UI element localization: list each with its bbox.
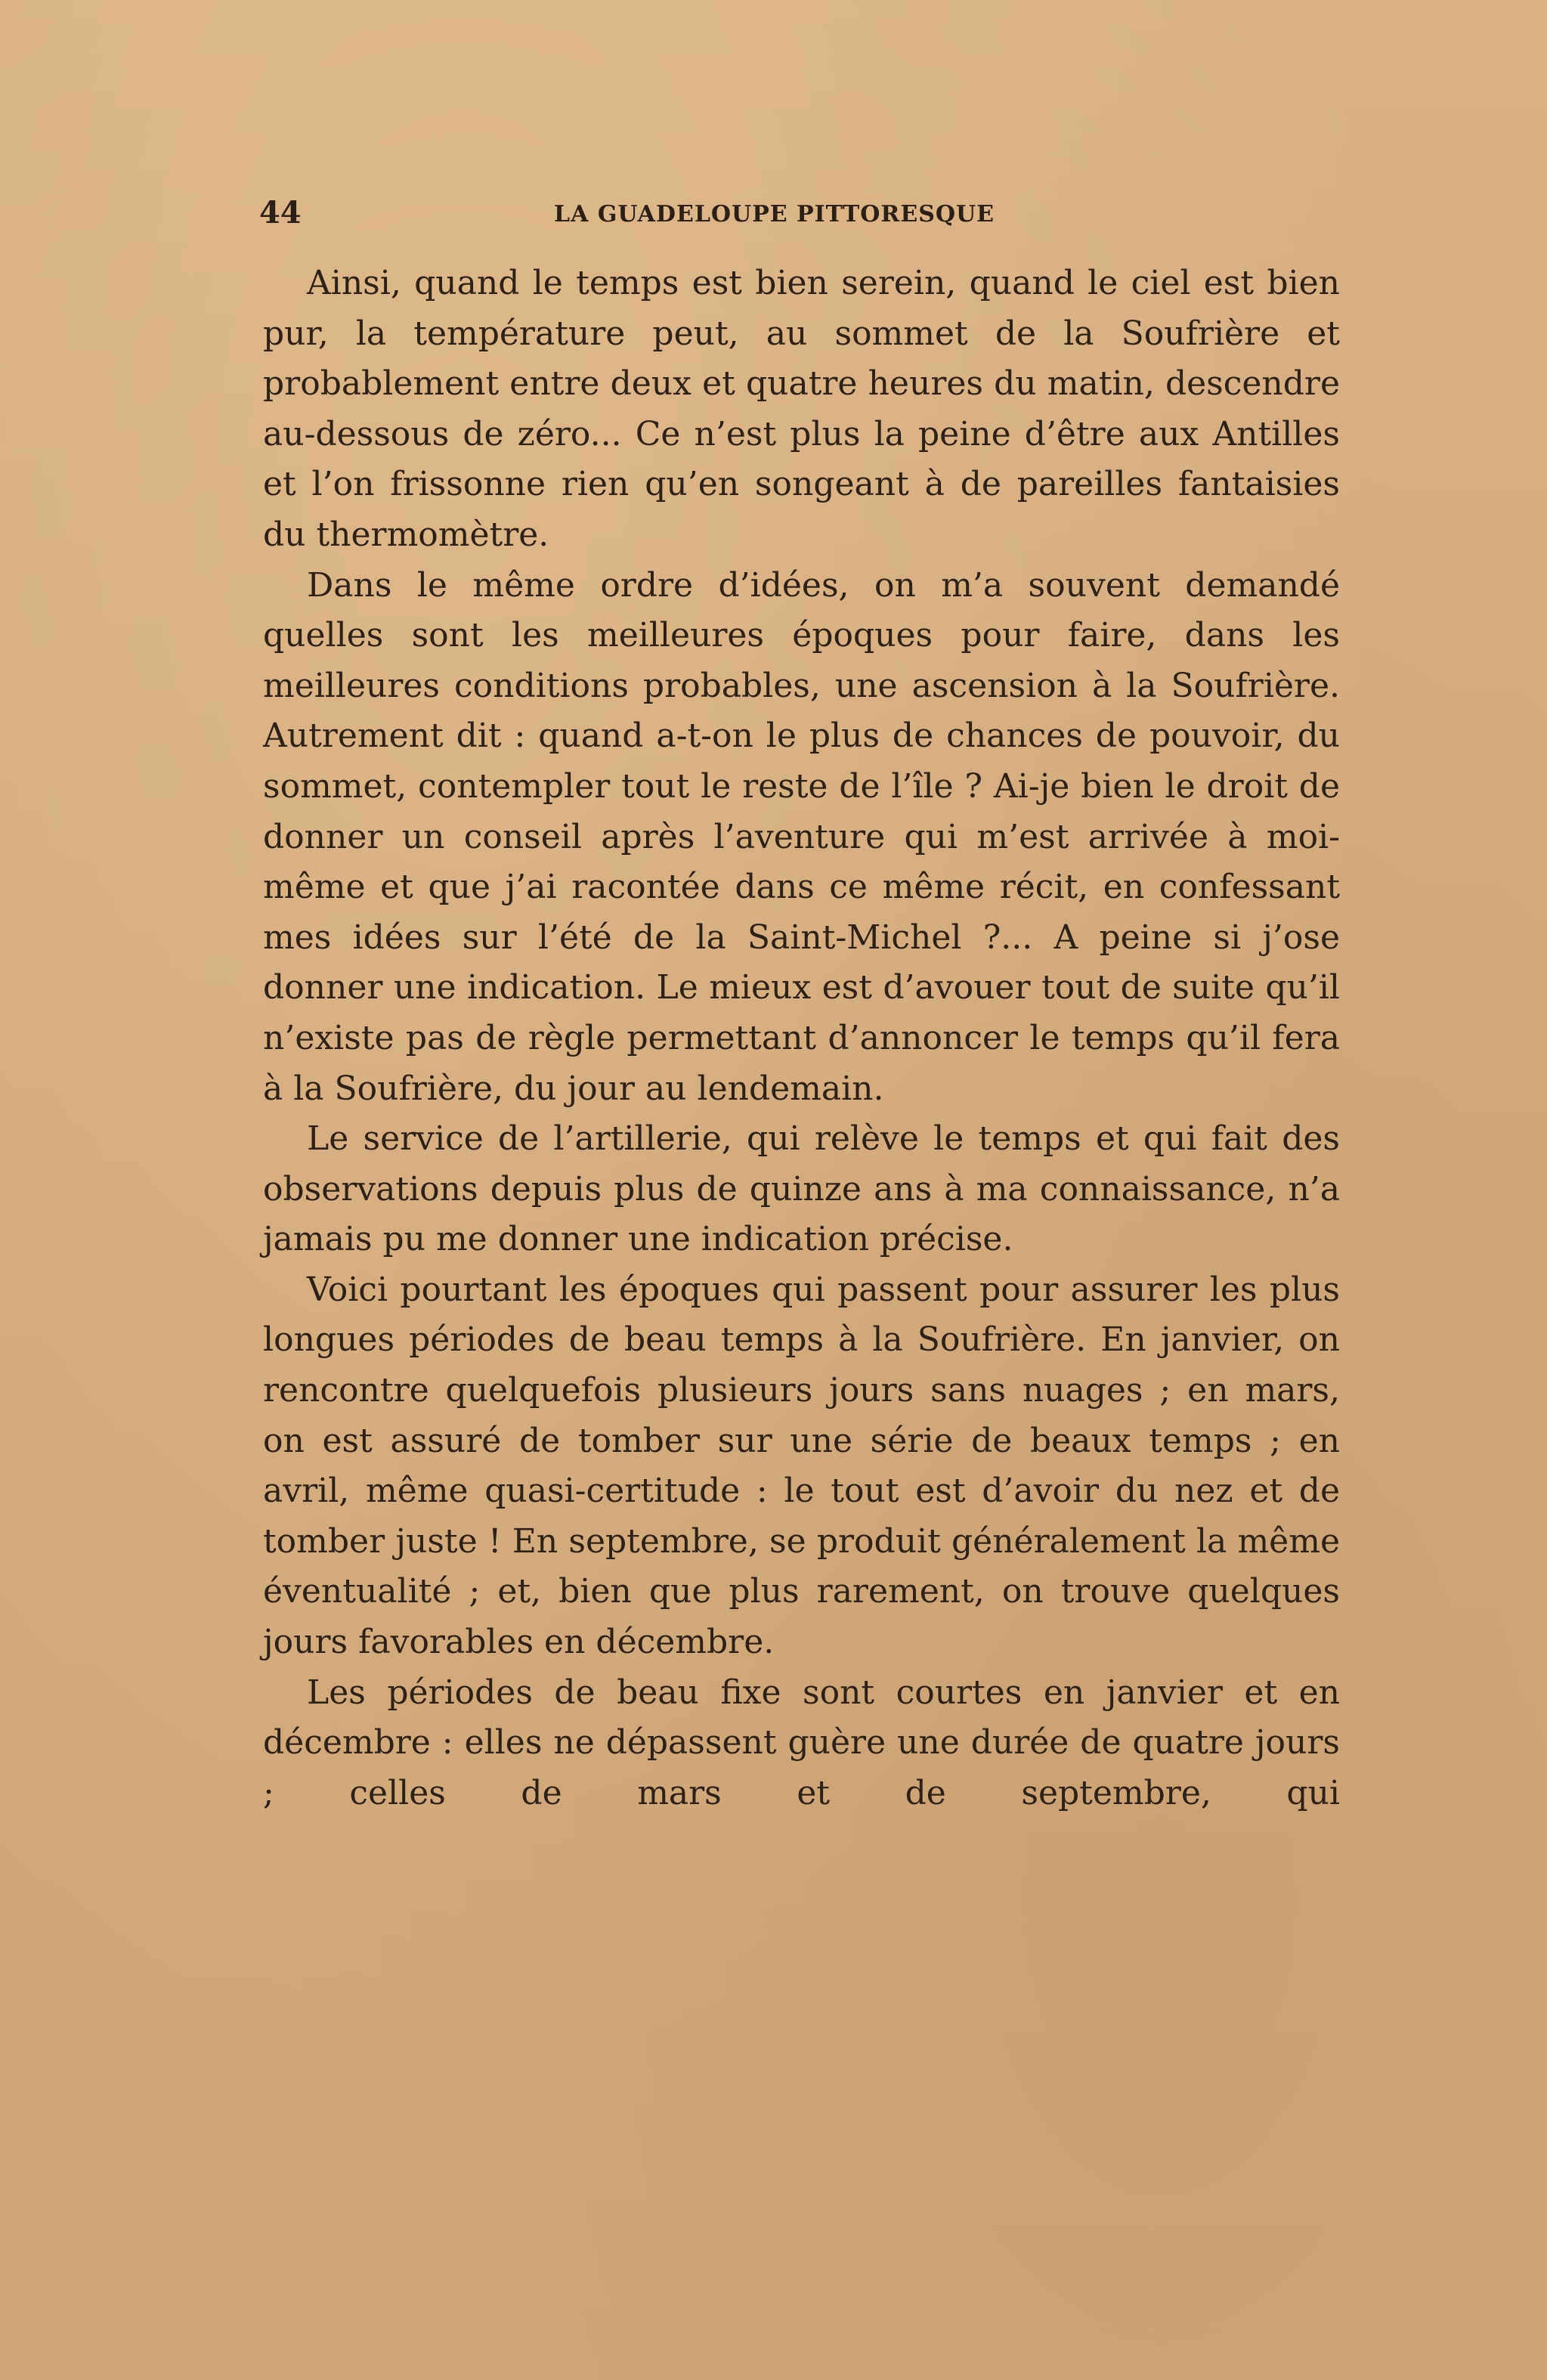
paragraph: Ainsi, quand le temps est bien serein, quand le ciel est bien pur, la température peut, au sommet de la Soufrière et probablement entre deux et quatre heures du matin, descendre au-dessous de zéro... Ce n’est plus la peine d’être aux Antilles et l’on frissonne rien qu’en songeant à de pareilles fantaisies du thermomètre. [263, 264, 1340, 554]
paragraph: Voici pourtant les époques qui passent pour assurer les plus longues périodes de beau temps à la Soufrière. En janvier, on rencontre quelquefois plusieurs jours sans nuages ; en mars, on est assuré de tomber sur une série de beaux temps ; en avril, même quasi-certitude : le tout est d’avoir du nez et de tomber juste ! En septembre, se produit généralement la même éventualité ; et, bien que plus rarement, on trouve quelques jours favorables en décembre. [263, 1270, 1340, 1662]
paragraph: Dans le même ordre d’idées, on m’a souvent demandé quelles sont les meilleures époques pour faire, dans les meilleures conditions probables, une ascension à la Soufrière. Autrement dit : quand a-t-on le plus de chances de pouvoir, du sommet, contempler tout le reste de l’île ? Ai-je bien le droit de donner un conseil après l’aventure qui m’est arrivée à moi-même et que j’ai racontée dans ce même récit, en confessant mes idées sur l’été de la Saint-Michel ?... A peine si j’ose donner une indication. Le mieux est d’avouer tout de suite qu’il n’existe pas de règle permettant d’annoncer le temps qu’il fera à la Soufrière, du jour au lendemain. [263, 565, 1340, 1108]
running-title: LA GUADELOUPE PITTORESQUE [554, 201, 995, 227]
paragraph: Les périodes de beau fixe sont courtes en janvier et en décembre : elles ne dépassent guère une durée de quatre jours ; celles de mars et de septembre, qui [263, 1673, 1340, 1812]
page-header [259, 195, 1347, 233]
body-text [263, 258, 1340, 1818]
page-number: 44 [259, 195, 302, 231]
paragraph: Le service de l’artillerie, qui relève le temps et qui fait des observations depuis plus de quinze ans à ma connaissance, n’a jamais pu me donner une indication précise. [263, 1119, 1340, 1259]
